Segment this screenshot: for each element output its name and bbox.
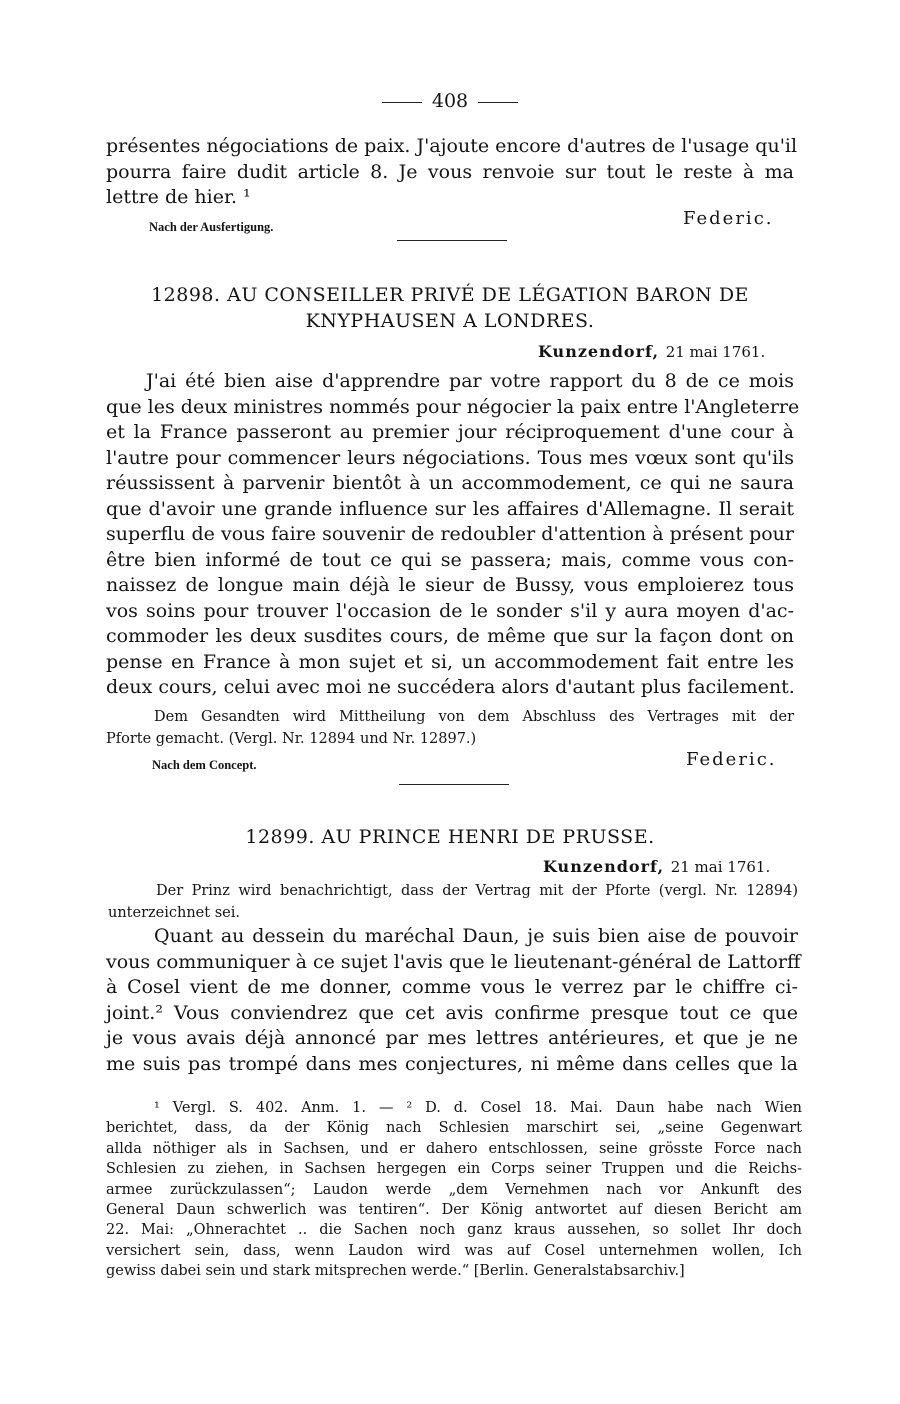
text-line: présentes négociations de paix. J'ajoute encore d'autres de l'usage qu'il bbox=[106, 135, 798, 157]
letter-date: 21 mai 1761. bbox=[670, 858, 771, 876]
section-divider bbox=[397, 240, 507, 241]
summary-line: unterzeichnet sei. bbox=[108, 905, 240, 921]
note-line: Dem Gesandten wird Mittheilung von dem Abschluss des Vertrages mit der bbox=[154, 709, 794, 725]
place-name: Kunzendorf, bbox=[543, 857, 665, 876]
text-line: et la France passeront au premier jour réciproquement d'une cour à bbox=[106, 421, 794, 443]
summary-line: Der Prinz wird benachrichtigt, dass der Vertrag mit der Pforte (vergl. Nr. 12894) bbox=[156, 883, 798, 899]
text-line: à Cosel vient de me donner, comme vous le verrez par le chiffre ci- bbox=[106, 976, 798, 998]
text-line: réussissent à parvenir bientôt à un accommodement, ce qui ne saura bbox=[106, 472, 794, 494]
text-line: J'ai été bien aise d'apprendre par votre rapport du 8 de ce mois bbox=[146, 370, 794, 392]
footnote-line: gewiss dabei sein und stark mitsprechen werde.“ [Berlin. Generalstabsarchiv.] bbox=[106, 1263, 685, 1280]
letter-summary bbox=[108, 880, 798, 924]
letter-heading: 12899. AU PRINCE HENRI DE PRUSSE. bbox=[245, 826, 655, 848]
footnote-line: armee zurückzulassen“; Laudon werde „dem Vernehmen nach vor Ankunft des bbox=[106, 1181, 802, 1198]
text-line: lettre de hier. ¹ bbox=[106, 186, 251, 208]
place-name: Kunzendorf, bbox=[538, 342, 660, 361]
text-line: pense en France à mon sujet et si, un accommodement fait entre les bbox=[106, 650, 794, 673]
text-line: joint.² Vous conviendrez que cet avis confirme presque tout ce que bbox=[106, 1001, 798, 1024]
footnote-line: 22. Mai: „Ohnerachtet .. die Sachen noch ganz kraus aussehen, so sollet Ihr doch bbox=[106, 1222, 802, 1239]
editorial-note bbox=[106, 706, 794, 750]
letter-body bbox=[106, 924, 801, 1077]
source-note: Nach dem Concept. bbox=[152, 758, 257, 772]
footnote-line: Schlesien zu ziehen, in Sachsen hergegen ein Corps seiner Truppen und die Reichs- bbox=[106, 1161, 802, 1178]
letter-date: 21 mai 1761. bbox=[665, 343, 766, 361]
letter-dateline bbox=[543, 857, 770, 876]
signature: Federic. bbox=[683, 208, 774, 229]
text-line: je vous avais déjà annoncé par mes lettres antérieures, et que je ne bbox=[106, 1027, 798, 1049]
note-line: Pforte gemacht. (Vergl. Nr. 12894 und Nr. 12897.) bbox=[106, 731, 477, 747]
text-line: l'autre pour commencer leurs négociations. Tous mes vœux sont qu'ils bbox=[106, 446, 794, 469]
text-line: vos soins pour trouver l'occasion de le sonder s'il y aura moyen d'ac- bbox=[106, 599, 794, 622]
letter-dateline bbox=[538, 342, 765, 361]
footnote-line: berichtet, dass, da der König nach Schlesien marschirt sei, „seine Gegenwart bbox=[106, 1120, 802, 1137]
continuation-paragraph bbox=[106, 134, 798, 211]
text-line: naissez de longue main déjà le sieur de Bussy, vous emploierez tous bbox=[106, 574, 794, 596]
footnote-line: versichert sein, dass, wenn Laudon wird was auf Cosel unternehmen wollen, Ich bbox=[106, 1242, 802, 1259]
signature: Federic. bbox=[686, 749, 777, 770]
text-line: que les deux ministres nommés pour négocier la paix entre l'Angleterre bbox=[106, 395, 800, 418]
text-line: vous communiquer à ce sujet l'avis que le lieutenant-général de Lattorff bbox=[106, 950, 801, 973]
page-number bbox=[0, 90, 900, 112]
footnote-line: ¹ Vergl. S. 402. Anm. 1. — ² D. d. Cosel 18. Mai. Daun habe nach Wien bbox=[154, 1100, 802, 1116]
letter-heading-cont: KNYPHAUSEN A LONDRES. bbox=[305, 310, 595, 332]
text-line: superflu de vous faire souvenir de redoubler d'attention à présent pour bbox=[106, 523, 794, 545]
text-line: pourra faire dudit article 8. Je vous renvoie sur tout le reste à ma bbox=[106, 160, 794, 183]
text-line: commoder les deux susdites cours, de même que sur la façon dont on bbox=[106, 625, 794, 647]
page-number-dash-right bbox=[478, 102, 518, 103]
source-note: Nach der Ausfertigung. bbox=[149, 220, 274, 234]
page-number-dash-left bbox=[382, 102, 422, 103]
text-line: que d'avoir une grande influence sur les affaires d'Allemagne. Il serait bbox=[106, 497, 794, 520]
text-line: deux cours, celui avec moi ne succédera alors d'autant plus facilement. bbox=[106, 676, 795, 698]
page-number-text: 408 bbox=[431, 90, 469, 112]
footnote-line: allda nöthiger als in Sachsen, und er dahero entschlossen, seine grösste Force nach bbox=[106, 1140, 802, 1157]
letter-heading: 12898. AU CONSEILLER PRIVÉ DE LÉGATION BARON DE bbox=[151, 284, 749, 306]
section-divider bbox=[399, 784, 509, 785]
letter-body bbox=[106, 369, 800, 701]
text-line: me suis pas trompé dans mes conjectures, ni même dans celles que la bbox=[106, 1052, 798, 1075]
text-line: être bien informé de tout ce qui se passera; mais, comme vous con- bbox=[106, 548, 794, 571]
footnotes bbox=[106, 1098, 802, 1282]
footnote-line: General Daun schwerlich was tentiren“. Der König antwortet auf diesen Bericht am bbox=[106, 1202, 802, 1219]
text-line: Quant au dessein du maréchal Daun, je suis bien aise de pouvoir bbox=[154, 925, 798, 947]
